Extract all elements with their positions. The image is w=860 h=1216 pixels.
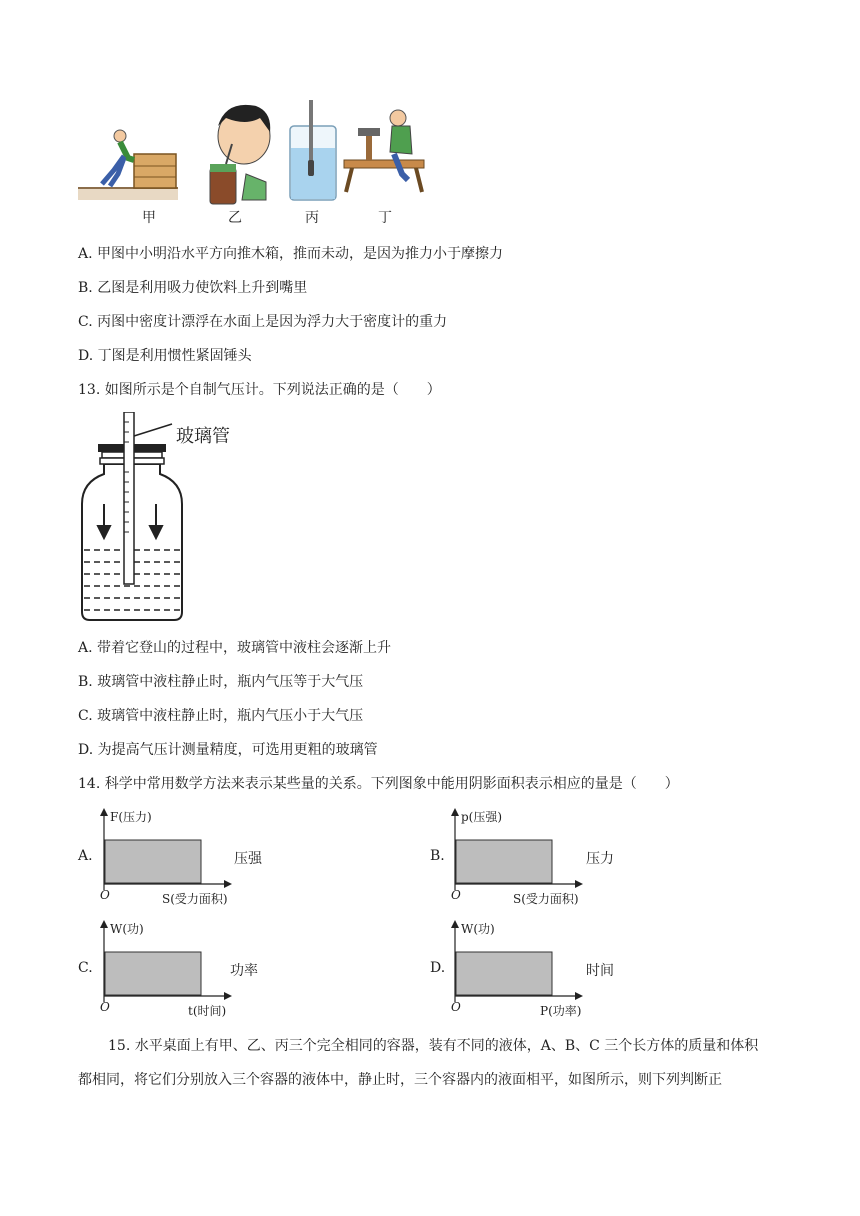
figure-caption-jia: 甲 xyxy=(142,210,156,226)
q14-d-y-label: W(功) xyxy=(461,922,495,936)
q12-option-c: C. 丙图中密度计漂浮在水面上是因为浮力大于密度计的重力 xyxy=(78,314,448,330)
q14-b-area-label: 压力 xyxy=(586,851,614,867)
figure-caption-ding: 丁 xyxy=(378,210,392,226)
q14-a-x-label: S(受力面积) xyxy=(162,892,228,906)
q14-d-area-label: 时间 xyxy=(586,963,614,979)
q14-a-y-label: F(压力) xyxy=(110,810,152,824)
q13-option-d: D. 为提高气压计测量精度，可选用更粗的玻璃管 xyxy=(78,742,378,758)
q13-option-c: C. 玻璃管中液柱静止时，瓶内气压小于大气压 xyxy=(78,708,364,724)
q14-b-origin: O xyxy=(451,888,461,902)
q14-option-a-letter: A. xyxy=(78,848,93,864)
q13-stem: 13. 如图所示是个自制气压计。下列说法正确的是（ ） xyxy=(78,382,441,398)
q14-b-y-label: p(压强) xyxy=(461,810,503,824)
boy-straw-illustration xyxy=(210,105,270,204)
q14-option-c-letter: C. xyxy=(78,960,93,976)
q14-option-d-letter: D. xyxy=(430,960,446,976)
q14-c-area-label: 功率 xyxy=(230,963,258,979)
glass-tube-label: 玻璃管 xyxy=(176,426,230,447)
hammer-bench-illustration xyxy=(344,110,424,192)
q12-option-a: A. 甲图中小明沿水平方向推木箱，推而未动，是因为推力小于摩擦力 xyxy=(78,246,504,262)
q13-option-a: A. 带着它登山的过程中，玻璃管中液柱会逐渐上升 xyxy=(78,640,392,656)
q14-stem: 14. 科学中常用数学方法来表示某些量的关系。下列图象中能用阴影面积表示相应的量是（ ） xyxy=(78,776,679,792)
push-box-illustration xyxy=(78,130,178,200)
q15-line-2: 都相同，将它们分别放入三个容器的液体中，静止时，三个容器内的液面相平，如图所示，则下列判断正 xyxy=(78,1072,722,1088)
q14-a-area-label: 压强 xyxy=(234,851,262,867)
q14-c-x-label: t(时间) xyxy=(188,1004,227,1018)
q14-c-origin: O xyxy=(100,1000,110,1014)
figure-caption-yi: 乙 xyxy=(228,210,242,226)
q14-d-origin: O xyxy=(451,1000,461,1014)
q12-figure xyxy=(76,96,436,206)
q14-option-b-letter: B. xyxy=(430,848,445,864)
q13-option-b: B. 玻璃管中液柱静止时，瓶内气压等于大气压 xyxy=(78,674,364,690)
figure-caption-bing: 丙 xyxy=(305,210,319,226)
q12-option-b: B. 乙图是利用吸力使饮料上升到嘴里 xyxy=(78,280,308,296)
q14-a-origin: O xyxy=(100,888,110,902)
hydrometer-illustration xyxy=(290,100,336,200)
q14-b-x-label: S(受力面积) xyxy=(513,892,579,906)
q14-d-x-label: P(功率) xyxy=(540,1004,582,1018)
q12-option-d: D. 丁图是利用惯性紧固锤头 xyxy=(78,348,252,364)
q15-line-1: 15. 水平桌面上有甲、乙、丙三个完全相同的容器，装有不同的液体，A、B、C 三个长方体的质量和体积 xyxy=(108,1038,759,1054)
q14-c-y-label: W(功) xyxy=(110,922,144,936)
